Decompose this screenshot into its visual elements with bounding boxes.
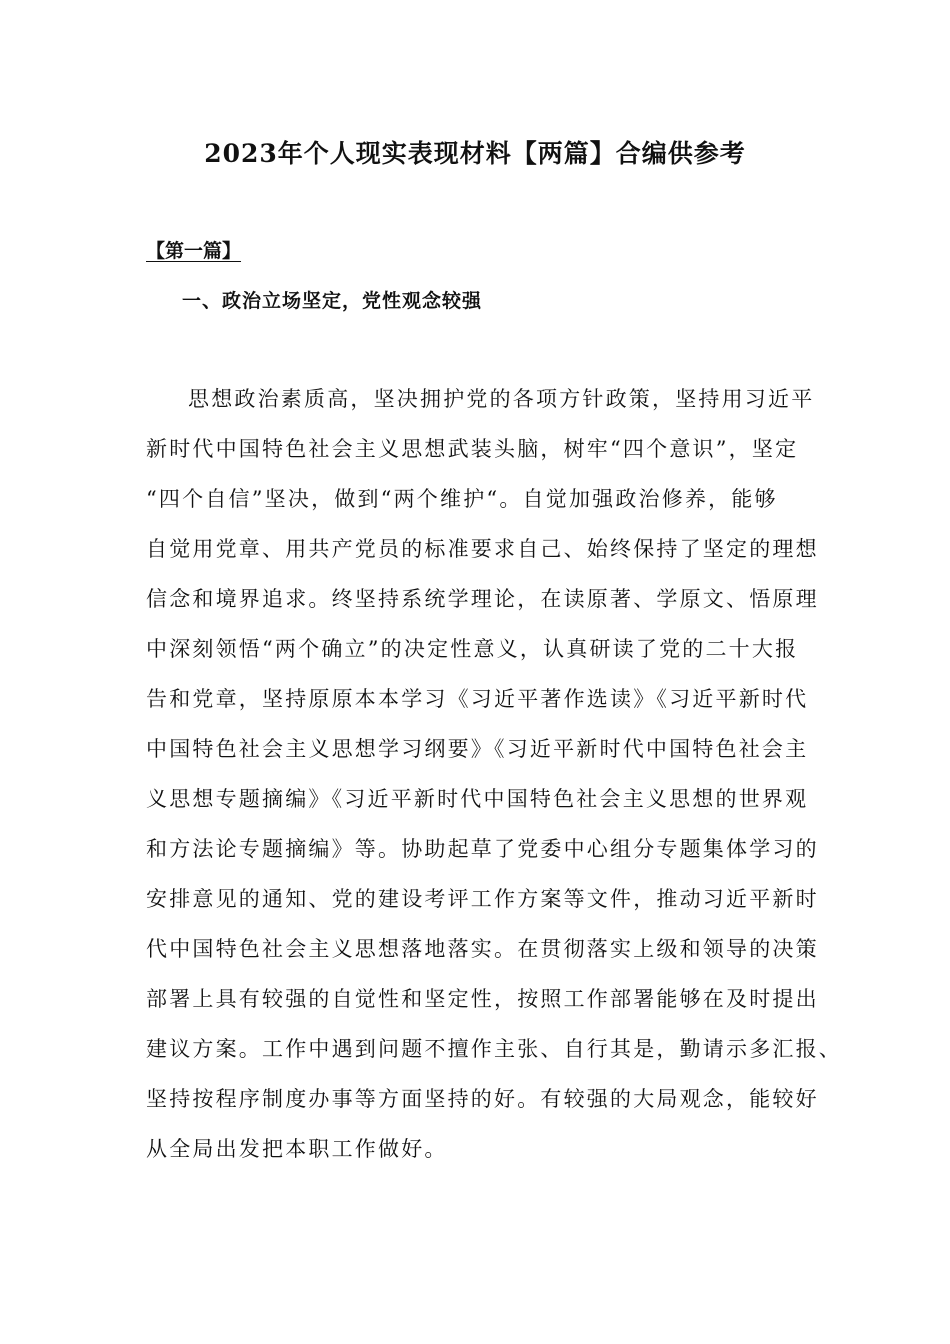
- paragraph-line: 中深刻领悟“两个确立”的决定性意义，认真研读了党的二十大报: [146, 637, 799, 661]
- paragraph-line: 告和党章，坚持原原本本学习《习近平著作选读》《习近平新时代: [146, 687, 809, 711]
- section-heading: 一、政治立场坚定，党性观念较强: [182, 290, 483, 312]
- document-title: 2023年个人现实表现材料【两篇】合编供参考: [204, 139, 746, 168]
- paragraph-line: 义思想专题摘编》《习近平新时代中国特色社会主义思想的世界观: [146, 787, 809, 811]
- paragraph-line: 从全局出发把本职工作做好。: [146, 1137, 448, 1161]
- paragraph-line: 代中国特色社会主义思想落地落实。在贯彻落实上级和领导的决策: [146, 937, 819, 961]
- paragraph-line: 新时代中国特色社会主义思想武装头脑，树牢“四个意识”，坚定: [146, 437, 799, 461]
- paragraph-line: 部署上具有较强的自觉性和坚定性，按照工作部署能够在及时提出: [146, 987, 819, 1011]
- paragraph-line: 和方法论专题摘编》等。协助起草了党委中心组分专题集体学习的: [146, 837, 819, 861]
- paragraph-line: 坚持按程序制度办事等方面坚持的好。有较强的大局观念，能较好: [146, 1087, 819, 1111]
- paragraph-line: 思想政治素质高，坚决拥护党的各项方针政策，坚持用习近平: [188, 387, 815, 411]
- paragraph-line: 建议方案。工作中遇到问题不擅作主张、自行其是，勤请示多汇报、: [146, 1037, 842, 1061]
- paragraph-line: 安排意见的通知、党的建设考评工作方案等文件，推动习近平新时: [146, 887, 819, 911]
- paragraph-line: 信念和境界追求。终坚持系统学理论，在读原著、学原文、悟原理: [146, 587, 819, 611]
- paragraph-line: “四个自信”坚决，做到“两个维护“。自觉加强政治修养，能够: [146, 487, 778, 511]
- section-label: 【第一篇】: [146, 240, 242, 262]
- paragraph-line: 自觉用党章、用共产党员的标准要求自己、始终保持了坚定的理想: [146, 537, 819, 561]
- body-paragraph: [146, 384, 846, 1184]
- paragraph-line: 中国特色社会主义思想学习纲要》《习近平新时代中国特色社会主: [146, 737, 809, 761]
